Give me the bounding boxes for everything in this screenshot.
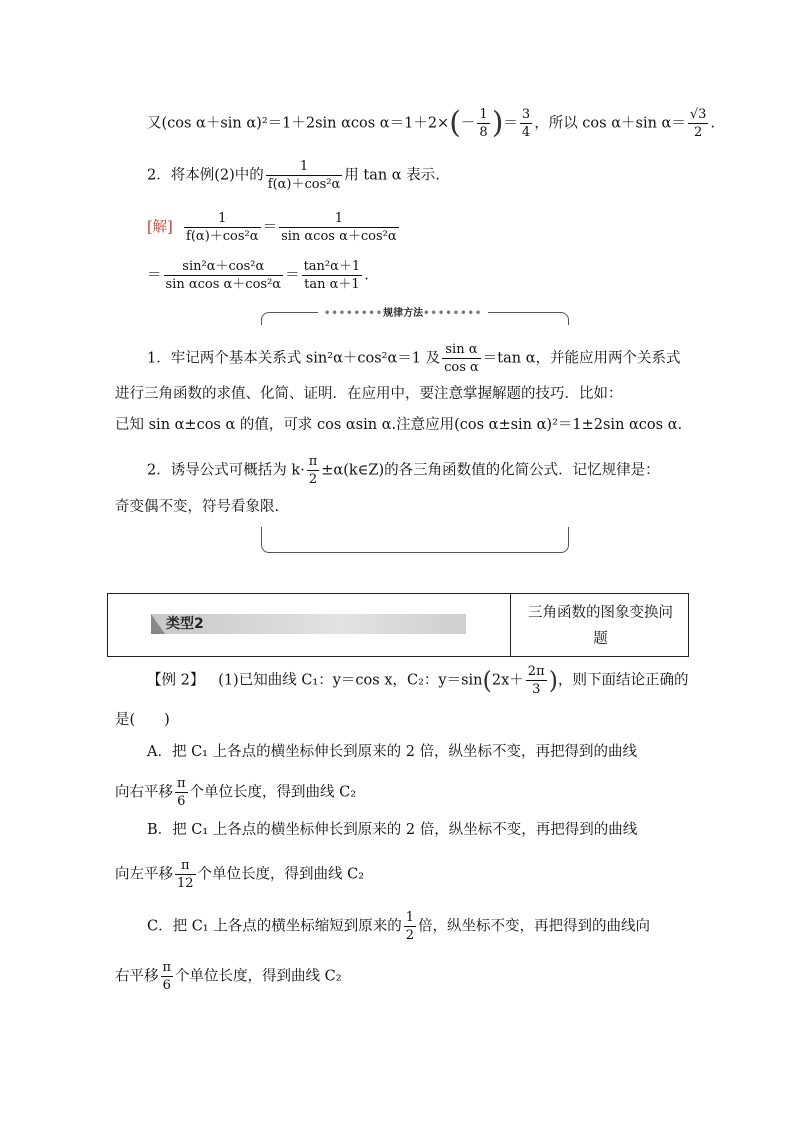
numerator: 1	[479, 107, 488, 122]
example-text-a: (1)已知曲线 C₁：y＝cos x，C₂：y＝sin	[218, 672, 483, 689]
method-title-text: 规律方法	[383, 308, 424, 319]
method-box-bottom-border	[261, 527, 569, 553]
option-a-text: A．把 C₁ 上各点的横坐标伸长到原来的 2 倍，纵坐标不变，再把得到的曲线	[147, 744, 638, 760]
denominator: f(α)＋cos²α	[267, 177, 341, 192]
method-p1-text-a: 1．牢记两个基本关系式 sin²α＋cos²α＝1 及	[147, 350, 441, 367]
option-c-text-2a: 右平移	[115, 968, 159, 985]
option-c-text-a: C．把 C₁ 上各点的横坐标缩短到原来的	[147, 918, 402, 935]
option-c-line2	[115, 961, 342, 992]
example-2-line2	[115, 710, 170, 730]
two-pi-over-3-fraction	[526, 665, 547, 696]
numerator: 1	[218, 211, 227, 226]
method-p1-text-c: 进行三角函数的求值、化简、证明．在应用中，要注意掌握解题的技巧．比如：	[115, 386, 623, 402]
numerator: π	[308, 454, 318, 469]
option-c-text-b: 倍，纵坐标不变，再把得到的曲线向	[418, 918, 650, 935]
option-a-text-2a: 向右平移	[115, 784, 173, 801]
type-title-line-1: 三角函数的图象变换问	[528, 605, 673, 621]
method-p2-text-a: 2．诱导公式可概括为 k·	[147, 462, 305, 479]
fraction-one-eighth	[477, 108, 489, 139]
equals: ＝	[262, 219, 278, 236]
type-title-cell	[518, 600, 683, 652]
solution-line-1	[147, 212, 401, 243]
denominator: 2	[688, 123, 709, 139]
denominator: sin αcos α＋cos²α	[165, 277, 282, 292]
numerator: sin²α＋cos²α	[182, 259, 265, 274]
option-a-line2	[115, 777, 356, 808]
period: .	[710, 115, 715, 132]
question-suffix: 用 tan α 表示.	[344, 167, 440, 184]
pi-over-2-fraction	[307, 455, 320, 486]
example-text-b: ，则下面结论正确的	[558, 672, 689, 689]
example-2-line1	[147, 665, 689, 696]
fraction-three-quarters	[520, 108, 532, 139]
denominator: cos α	[444, 360, 479, 375]
type-title-line-2: 题	[593, 631, 608, 647]
method-p1-line1	[147, 343, 681, 374]
option-b-text: B．把 C₁ 上各点的横坐标伸长到原来的 2 倍，纵坐标不变，再把得到的曲线	[147, 822, 638, 838]
equals: ＝	[147, 267, 162, 284]
option-c-line1	[147, 911, 650, 942]
example-inner: 2x＋	[491, 672, 524, 689]
method-p2-text-c: 奇变偶不变，符号看象限.	[115, 499, 280, 515]
solution-label: [解]	[147, 219, 173, 236]
option-b-text-2b: 个单位长度，得到曲线 C₂	[197, 866, 365, 883]
denominator: sin αcos α＋cos²α	[281, 229, 397, 244]
type-label: 类型2	[166, 616, 204, 632]
denominator: tan α＋1	[302, 275, 363, 291]
method-box-title: ••••••••规律方法••••••••	[318, 304, 488, 319]
left-paren: (	[482, 666, 492, 695]
example-label: 【例 2】	[147, 672, 205, 689]
solution-line-2	[147, 260, 369, 291]
equation-line-1	[147, 105, 715, 141]
period: .	[364, 267, 369, 284]
numerator: 2π	[527, 664, 545, 679]
method-p2-line2	[115, 497, 279, 517]
question-prefix: 2．将本例(2)中的	[147, 167, 264, 184]
denominator: 2	[405, 928, 414, 943]
option-c-text-2b: 个单位长度，得到曲线 C₂	[175, 968, 342, 985]
pi-over-12-fraction	[175, 859, 196, 890]
option-b-line1	[147, 820, 637, 840]
equals: ＝	[503, 115, 518, 132]
denominator: 4	[521, 125, 531, 140]
numerator: π	[162, 960, 172, 975]
numerator: 3	[521, 107, 531, 122]
solution-fraction-3	[164, 260, 284, 291]
equals: ＝	[285, 267, 300, 284]
option-a-text-2b: 个单位长度，得到曲线 C₂	[189, 784, 357, 801]
right-paren: )	[548, 666, 558, 695]
denominator: 6	[175, 792, 188, 808]
type-left-cell	[108, 594, 511, 656]
numerator: 1	[299, 159, 309, 174]
equation-prefix: 又(cos α＋sin α)²＝1＋2sin αcos α＝1＋2×	[147, 115, 450, 132]
method-p1-text-b: ＝tan α，并能应用两个关系式	[482, 350, 681, 367]
numerator: sin α	[445, 342, 478, 357]
pi-over-6-fraction	[175, 777, 188, 808]
solution-fraction-2	[279, 212, 399, 243]
method-p1-text-d: 已知 sin α±cos α 的值，可求 cos αsin α.注意应用(cos α±sin α)²＝1±2sin αcos α.	[115, 417, 683, 433]
right-paren: )	[491, 105, 504, 141]
example-text-c: 是( )	[115, 712, 170, 728]
numerator: π	[177, 776, 186, 791]
question-fraction	[266, 160, 343, 191]
solution-fraction-4	[302, 260, 363, 291]
one-half-fraction	[404, 911, 416, 942]
denominator: 8	[479, 125, 488, 140]
type-header-table	[107, 593, 689, 657]
numerator: 1	[334, 211, 343, 226]
numerator: √3	[689, 107, 707, 122]
pi-over-6-fraction	[161, 961, 174, 992]
denominator: 2	[307, 470, 320, 486]
option-a-line1	[147, 742, 637, 762]
method-p2-line1	[147, 455, 660, 486]
question-2	[147, 160, 440, 191]
method-p2-text-b: ±α(k∈Z)的各三角函数值的化简公式．记忆规律是：	[321, 462, 660, 479]
left-paren: (	[449, 105, 461, 141]
fraction-sqrt3-half	[688, 108, 709, 139]
denominator: 3	[526, 680, 547, 696]
neg-sign: －	[460, 115, 476, 132]
denominator: 12	[177, 876, 194, 891]
equation-mid: ，所以 cos α＋sin α＝	[534, 115, 686, 132]
sin-over-cos-fraction	[442, 343, 481, 374]
option-b-text-2a: 向左平移	[115, 866, 173, 883]
numerator: π	[181, 858, 190, 873]
method-p1-line3	[115, 415, 682, 435]
denominator: 6	[161, 976, 174, 992]
denominator: f(α)＋cos²α	[186, 229, 259, 244]
solution-fraction-1	[184, 212, 261, 243]
method-p1-line2	[115, 384, 623, 404]
option-b-line2	[115, 859, 364, 890]
numerator: tan²α＋1	[303, 259, 361, 274]
numerator: 1	[405, 910, 414, 925]
